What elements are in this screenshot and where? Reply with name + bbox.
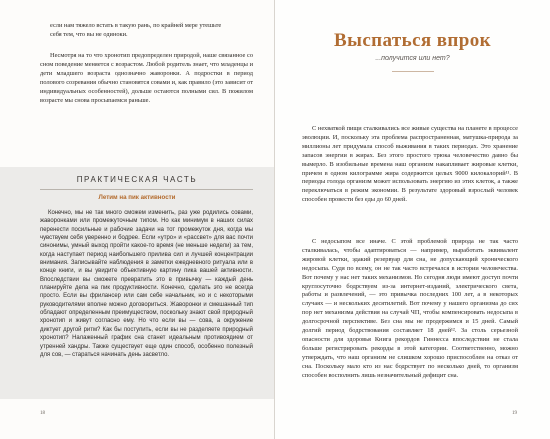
practical-sidebar: [0, 167, 274, 399]
chapter-subtitle: ...получится или нет?: [375, 55, 450, 62]
intro-text: [40, 22, 253, 40]
sidebar-body: Конечно, мы не так много сможем изменить, раз уже родились совами, жаворонками или промежуточным типом. Но как минимум в наших силах перенести посильные и рабочие задачи на тот промежуток дня, когда мы чувствуем себя уверенно и бодрее. Если «утро» и «рассвет» для вас почти синонимы, умный выход пройти какое-то время (не меньше недели) за тем, когда наступает период наибольшего прилива сил и лучшей концентрации внимания. Записывайте наблюдения в заметки ежедневного ритуала или в конце книги, и вы увидите объективную картину пика вашей активности. Впоследствии вы сможете превратить это в привычку — каждый день планируйте дела на пик продуктивности. Конечно, сделать это не всегда просто. Если вы фрилансер или сам себе начальник, но и с некоторыми руководителями вполне можно договориться. Жаворонки и смешанный тип обладают определенным преимуществом, поскольку знают свой природный хронотип и живут согласно ему. Но что если вы — сова, а окружение диктует другой ритм? Как бы поступить, если вы не разделяете природный хронотип? Налаженный график сна станет идеальным противоядием от утренней хандры. Также существует еще один способ, особенно полезный для сов, — стараться начинать день засветло.: [40, 210, 253, 358]
intro-line-2: себя тем, что вы не одиноки.: [50, 30, 128, 38]
chronotype-paragraph: Несмотря на то что хронотип предопределен природой, наше связанное со сном поведение меняется с возрастом. Любой родитель знает, что младенцы и дети младшего возраста однозначно жаворонки. А подростки в период полового созревания обычно становятся совами и, как правило (это зависит от индивидуальных особенностей), дольше остаются полными сил. В пожилом возрасте мы снова просыпаемся раньше.: [40, 52, 253, 104]
subtitle-divider: [392, 71, 434, 72]
chapter-title: Выспаться впрок: [334, 30, 491, 51]
food-reserve-paragraph: С нехваткой пищи сталкивались все живые существа на планете в процессе эволюции. И, поскольку эта проблема распространенная, матушка-природа за миллионы лет придумала способ выживания в таких периодах. Это хранение запасов энергии в жирах. Без этого простого трюка человечество давно бы вымерло. В изобильные времена наш организм накапливает жировые клетки, причем в одном килограмме жира содержится целых 9000 килокалорий¹¹. В периоды голода организм может использовать энергию из этих клеток, а также переключаться в режим экономии. В результате здоровый взрослый человек способен провести без еды до 60 дней.: [302, 125, 518, 204]
sidebar-title: ПРАКТИЧЕСКАЯ ЧАСТЬ: [76, 175, 198, 184]
sidebar-subtitle: Летим на пик активности: [98, 194, 176, 201]
page-number-left: 18: [40, 411, 45, 416]
sidebar-divider: [40, 189, 253, 190]
page-number-right: 19: [512, 411, 517, 416]
sleep-deprivation-paragraph: С недосыпом все иначе. С этой проблемой природа не так часто сталкивалась, чтобы адаптироваться — например, выработать эквивалент жировой клетки, эдакий резервуар для сна, не допускающий хронического недосыпа. Судя по всему, он не так часто встречался в истории человечества. Вот почему у нас нет таких механизмов. Но сегодня люди имеют доступ почти круглосуточно бодрствуем из-за интернет-изданий, электрического света, работы и развлечений, — это привычка последних 100 лет, а в некоторых случаях — и нескольких десятилетий. Вот почему у нашего организма до сих пор нет механизма действия на случай ЧП, чтобы компенсировать недосыпа в долгосрочной перспективе. Без сна мы не продержимся и 15 дней. Самый долгий период бодрствования составляет 18 дней¹². За столь серьезной опасности для здоровья Книга рекордов Гиннесса впоследствии не стала больше регистрировать рекорды в этой категории. Соответственно, можно утверждать, что наш организм не слишком хорошо приспособлен на отказ от сна. Поскольку мало кто из нас бодрствует по несколько дней, то организм способен восполнить лишь незначительный дефицит сна.: [302, 238, 518, 379]
right-page: [275, 0, 550, 439]
intro-line-1: если нам тяжело встать в такую рань, по крайней мере утешьте: [50, 22, 222, 29]
